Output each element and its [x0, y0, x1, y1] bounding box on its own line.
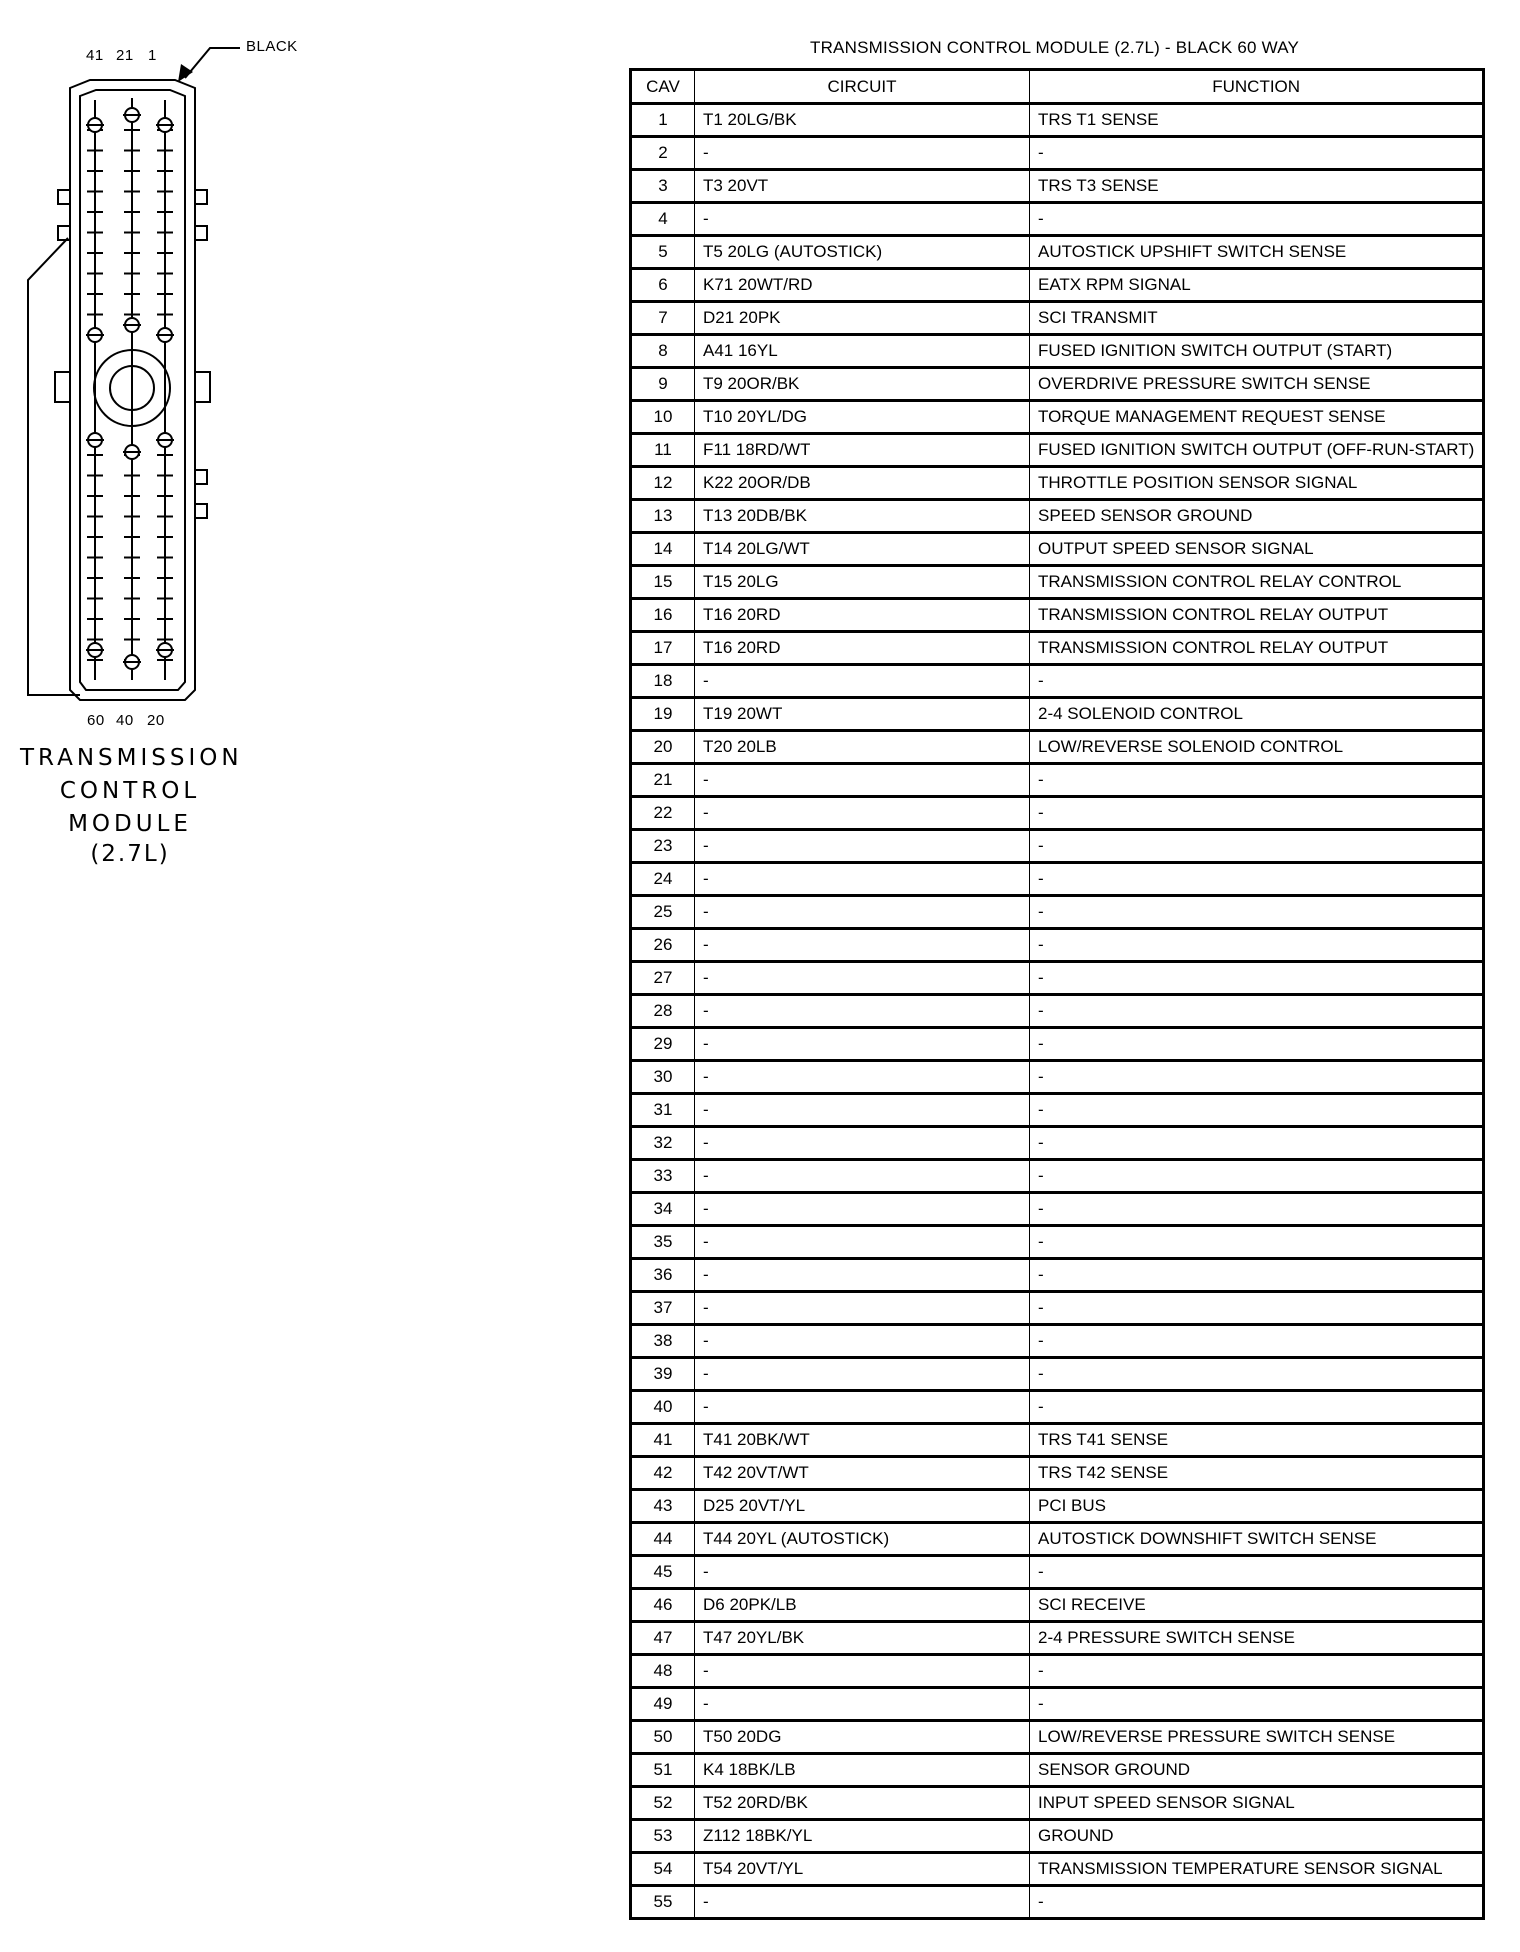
- cell-function: OVERDRIVE PRESSURE SWITCH SENSE: [1030, 368, 1484, 401]
- cell-cav: 42: [631, 1457, 695, 1490]
- cell-cav: 13: [631, 500, 695, 533]
- bottom-pin-label-20: 20: [147, 712, 165, 729]
- cell-function: SCI RECEIVE: [1030, 1589, 1484, 1622]
- cell-function: THROTTLE POSITION SENSOR SIGNAL: [1030, 467, 1484, 500]
- cell-function: TRANSMISSION CONTROL RELAY CONTROL: [1030, 566, 1484, 599]
- callout-arrowhead: [178, 64, 193, 82]
- cell-function: LOW/REVERSE SOLENOID CONTROL: [1030, 731, 1484, 764]
- cell-circuit: -: [695, 830, 1030, 863]
- cell-cav: 20: [631, 731, 695, 764]
- cell-cav: 24: [631, 863, 695, 896]
- cell-function: -: [1030, 203, 1484, 236]
- cell-circuit: -: [695, 1556, 1030, 1589]
- top-pin-label-41: 41: [86, 47, 104, 64]
- cell-function: AUTOSTICK DOWNSHIFT SWITCH SENSE: [1030, 1523, 1484, 1556]
- cell-function: 2-4 SOLENOID CONTROL: [1030, 698, 1484, 731]
- cell-circuit: T54 20VT/YL: [695, 1853, 1030, 1886]
- cell-cav: 19: [631, 698, 695, 731]
- bottom-pin-label-40: 40: [116, 712, 134, 729]
- cell-cav: 35: [631, 1226, 695, 1259]
- cell-cav: 36: [631, 1259, 695, 1292]
- table-row: [631, 1457, 1484, 1490]
- cell-circuit: Z112 18BK/YL: [695, 1820, 1030, 1853]
- cell-circuit: -: [695, 764, 1030, 797]
- latch-right-4: [195, 470, 207, 484]
- cell-cav: 38: [631, 1325, 695, 1358]
- cell-circuit: -: [695, 1160, 1030, 1193]
- cell-circuit: -: [695, 995, 1030, 1028]
- cell-circuit: T14 20LG/WT: [695, 533, 1030, 566]
- cell-function: TRS T41 SENSE: [1030, 1424, 1484, 1457]
- table-row: [631, 830, 1484, 863]
- cell-circuit: -: [695, 1358, 1030, 1391]
- table-row: [631, 1160, 1484, 1193]
- table-row: [631, 1325, 1484, 1358]
- cell-circuit: -: [695, 1094, 1030, 1127]
- cell-cav: 8: [631, 335, 695, 368]
- cell-circuit: K71 20WT/RD: [695, 269, 1030, 302]
- cell-cav: 48: [631, 1655, 695, 1688]
- cell-circuit: T42 20VT/WT: [695, 1457, 1030, 1490]
- table-row: [631, 533, 1484, 566]
- cell-circuit: -: [695, 1688, 1030, 1721]
- cell-circuit: -: [695, 1127, 1030, 1160]
- pin-table: [629, 68, 1485, 1920]
- cell-cav: 7: [631, 302, 695, 335]
- cell-circuit: -: [695, 1259, 1030, 1292]
- table-row: [631, 1424, 1484, 1457]
- cell-circuit: -: [695, 1061, 1030, 1094]
- cell-function: -: [1030, 896, 1484, 929]
- cell-function: -: [1030, 1556, 1484, 1589]
- cell-cav: 40: [631, 1391, 695, 1424]
- table-row: [631, 1886, 1484, 1919]
- table-row: [631, 863, 1484, 896]
- cell-function: PCI BUS: [1030, 1490, 1484, 1523]
- cell-circuit: T44 20YL (AUTOSTICK): [695, 1523, 1030, 1556]
- table-row: [631, 1853, 1484, 1886]
- cell-function: AUTOSTICK UPSHIFT SWITCH SENSE: [1030, 236, 1484, 269]
- cell-cav: 54: [631, 1853, 695, 1886]
- cell-cav: 11: [631, 434, 695, 467]
- cell-function: -: [1030, 797, 1484, 830]
- cell-circuit: T19 20WT: [695, 698, 1030, 731]
- table-row: [631, 1028, 1484, 1061]
- cell-cav: 14: [631, 533, 695, 566]
- cell-function: -: [1030, 1886, 1484, 1919]
- cell-circuit: -: [695, 137, 1030, 170]
- cell-cav: 12: [631, 467, 695, 500]
- cell-function: -: [1030, 1292, 1484, 1325]
- cell-cav: 44: [631, 1523, 695, 1556]
- cell-circuit: -: [695, 962, 1030, 995]
- cell-circuit: T15 20LG: [695, 566, 1030, 599]
- cell-circuit: -: [695, 1886, 1030, 1919]
- cell-cav: 17: [631, 632, 695, 665]
- table-row: [631, 1391, 1484, 1424]
- cell-circuit: -: [695, 1226, 1030, 1259]
- cell-circuit: D21 20PK: [695, 302, 1030, 335]
- cell-function: TRANSMISSION CONTROL RELAY OUTPUT: [1030, 599, 1484, 632]
- cell-cav: 22: [631, 797, 695, 830]
- cell-cav: 2: [631, 137, 695, 170]
- table-row: [631, 1490, 1484, 1523]
- table-row: [631, 1787, 1484, 1820]
- cell-function: TRS T42 SENSE: [1030, 1457, 1484, 1490]
- cell-circuit: -: [695, 929, 1030, 962]
- module-title-line-4: (2.7L): [90, 841, 170, 867]
- cell-function: -: [1030, 1325, 1484, 1358]
- cell-function: TRS T1 SENSE: [1030, 104, 1484, 137]
- table-row: [631, 170, 1484, 203]
- cell-cav: 47: [631, 1622, 695, 1655]
- cell-circuit: T41 20BK/WT: [695, 1424, 1030, 1457]
- callout-line: [185, 48, 240, 78]
- cell-circuit: T16 20RD: [695, 599, 1030, 632]
- cell-function: -: [1030, 1028, 1484, 1061]
- latch-right-5: [195, 504, 207, 518]
- cell-function: TRANSMISSION TEMPERATURE SENSOR SIGNAL: [1030, 1853, 1484, 1886]
- table-row: [631, 500, 1484, 533]
- cell-circuit: T1 20LG/BK: [695, 104, 1030, 137]
- table-row: [631, 731, 1484, 764]
- table-row: [631, 896, 1484, 929]
- cell-circuit: -: [695, 665, 1030, 698]
- cell-function: -: [1030, 863, 1484, 896]
- cell-function: -: [1030, 764, 1484, 797]
- table-title: TRANSMISSION CONTROL MODULE (2.7L) - BLACK 60 WAY: [810, 38, 1300, 57]
- table-row: [631, 962, 1484, 995]
- cell-cav: 39: [631, 1358, 695, 1391]
- cell-function: -: [1030, 1226, 1484, 1259]
- cell-cav: 15: [631, 566, 695, 599]
- cell-function: FUSED IGNITION SWITCH OUTPUT (OFF-RUN-START): [1030, 434, 1484, 467]
- table-row: [631, 1292, 1484, 1325]
- cell-circuit: -: [695, 1655, 1030, 1688]
- table-row: [631, 1127, 1484, 1160]
- cell-function: 2-4 PRESSURE SWITCH SENSE: [1030, 1622, 1484, 1655]
- cell-cav: 26: [631, 929, 695, 962]
- cell-cav: 30: [631, 1061, 695, 1094]
- cell-circuit: -: [695, 797, 1030, 830]
- cell-circuit: K22 20OR/DB: [695, 467, 1030, 500]
- top-pin-label-21: 21: [116, 47, 134, 64]
- module-title-line-1: TRANSMISSION: [20, 745, 243, 771]
- header-circuit: CIRCUIT: [695, 70, 1030, 104]
- table-row: [631, 599, 1484, 632]
- table-row: [631, 1226, 1484, 1259]
- module-title-line-3: MODULE: [68, 811, 192, 837]
- cell-cav: 46: [631, 1589, 695, 1622]
- header-function: FUNCTION: [1030, 70, 1484, 104]
- cell-circuit: T3 20VT: [695, 170, 1030, 203]
- cell-circuit: K4 18BK/LB: [695, 1754, 1030, 1787]
- cell-cav: 37: [631, 1292, 695, 1325]
- cell-function: -: [1030, 665, 1484, 698]
- table-row: [631, 335, 1484, 368]
- cell-function: -: [1030, 1160, 1484, 1193]
- cell-circuit: D6 20PK/LB: [695, 1589, 1030, 1622]
- cell-cav: 25: [631, 896, 695, 929]
- table-row: [631, 797, 1484, 830]
- cell-circuit: T5 20LG (AUTOSTICK): [695, 236, 1030, 269]
- table-row: [631, 236, 1484, 269]
- table-row: [631, 764, 1484, 797]
- cell-function: OUTPUT SPEED SENSOR SIGNAL: [1030, 533, 1484, 566]
- table-row: [631, 203, 1484, 236]
- table-row: [631, 1754, 1484, 1787]
- cell-cav: 3: [631, 170, 695, 203]
- cell-cav: 31: [631, 1094, 695, 1127]
- cell-function: SPEED SENSOR GROUND: [1030, 500, 1484, 533]
- latch-left-2: [58, 226, 70, 240]
- cell-function: -: [1030, 1061, 1484, 1094]
- cell-circuit: T50 20DG: [695, 1721, 1030, 1754]
- cell-function: LOW/REVERSE PRESSURE SWITCH SENSE: [1030, 1721, 1484, 1754]
- table-row: [631, 665, 1484, 698]
- cell-circuit: -: [695, 1028, 1030, 1061]
- latch-right-3: [195, 372, 210, 402]
- top-pin-label-1: 1: [148, 47, 157, 64]
- table-row: [631, 1358, 1484, 1391]
- leader-line: [28, 238, 80, 695]
- cell-circuit: D25 20VT/YL: [695, 1490, 1030, 1523]
- cell-function: INPUT SPEED SENSOR SIGNAL: [1030, 1787, 1484, 1820]
- connector-diagram: [0, 0, 300, 720]
- cell-cav: 43: [631, 1490, 695, 1523]
- cell-function: -: [1030, 1391, 1484, 1424]
- cell-circuit: -: [695, 896, 1030, 929]
- cell-cav: 5: [631, 236, 695, 269]
- cell-cav: 49: [631, 1688, 695, 1721]
- table-row: [631, 401, 1484, 434]
- table-row: [631, 1589, 1484, 1622]
- table-row: [631, 1523, 1484, 1556]
- header-cav: CAV: [631, 70, 695, 104]
- bottom-pin-label-60: 60: [87, 712, 105, 729]
- latch-left-3: [55, 372, 70, 402]
- table-row: [631, 1259, 1484, 1292]
- latch-left-1: [58, 190, 70, 204]
- table-header-row: [631, 70, 1484, 104]
- table-row: [631, 698, 1484, 731]
- cell-function: -: [1030, 830, 1484, 863]
- table-row: [631, 467, 1484, 500]
- cell-cav: 53: [631, 1820, 695, 1853]
- cell-circuit: -: [695, 1193, 1030, 1226]
- table-row: [631, 929, 1484, 962]
- table-row: [631, 269, 1484, 302]
- table-row: [631, 1655, 1484, 1688]
- table-row: [631, 434, 1484, 467]
- cell-cav: 55: [631, 1886, 695, 1919]
- cell-circuit: T47 20YL/BK: [695, 1622, 1030, 1655]
- cell-function: -: [1030, 137, 1484, 170]
- table-row: [631, 1820, 1484, 1853]
- cell-cav: 27: [631, 962, 695, 995]
- cell-cav: 9: [631, 368, 695, 401]
- table-row: [631, 1094, 1484, 1127]
- cell-circuit: T10 20YL/DG: [695, 401, 1030, 434]
- color-callout-label: BLACK: [246, 38, 298, 55]
- cell-function: GROUND: [1030, 1820, 1484, 1853]
- cell-function: -: [1030, 1193, 1484, 1226]
- cell-function: -: [1030, 1358, 1484, 1391]
- cell-function: -: [1030, 1655, 1484, 1688]
- cell-cav: 34: [631, 1193, 695, 1226]
- cell-circuit: A41 16YL: [695, 335, 1030, 368]
- cell-function: -: [1030, 995, 1484, 1028]
- table-row: [631, 1688, 1484, 1721]
- cell-function: SCI TRANSMIT: [1030, 302, 1484, 335]
- cell-cav: 45: [631, 1556, 695, 1589]
- cell-cav: 33: [631, 1160, 695, 1193]
- table-row: [631, 566, 1484, 599]
- table-row: [631, 995, 1484, 1028]
- cell-cav: 18: [631, 665, 695, 698]
- cell-function: TORQUE MANAGEMENT REQUEST SENSE: [1030, 401, 1484, 434]
- cell-circuit: T52 20RD/BK: [695, 1787, 1030, 1820]
- table-row: [631, 302, 1484, 335]
- table-row: [631, 1193, 1484, 1226]
- cell-circuit: T9 20OR/BK: [695, 368, 1030, 401]
- cell-function: -: [1030, 1688, 1484, 1721]
- cell-cav: 29: [631, 1028, 695, 1061]
- table-row: [631, 1556, 1484, 1589]
- cell-cav: 6: [631, 269, 695, 302]
- cell-function: -: [1030, 929, 1484, 962]
- table-row: [631, 1622, 1484, 1655]
- cell-circuit: -: [695, 1292, 1030, 1325]
- cell-function: TRANSMISSION CONTROL RELAY OUTPUT: [1030, 632, 1484, 665]
- cell-function: EATX RPM SIGNAL: [1030, 269, 1484, 302]
- cell-cav: 28: [631, 995, 695, 1028]
- cell-circuit: -: [695, 863, 1030, 896]
- cell-cav: 16: [631, 599, 695, 632]
- latch-right-1: [195, 190, 207, 204]
- cell-function: SENSOR GROUND: [1030, 1754, 1484, 1787]
- cell-cav: 23: [631, 830, 695, 863]
- cell-function: TRS T3 SENSE: [1030, 170, 1484, 203]
- cell-function: -: [1030, 1127, 1484, 1160]
- cell-cav: 41: [631, 1424, 695, 1457]
- cell-cav: 1: [631, 104, 695, 137]
- cell-circuit: T16 20RD: [695, 632, 1030, 665]
- cell-circuit: F11 18RD/WT: [695, 434, 1030, 467]
- cell-circuit: -: [695, 203, 1030, 236]
- cell-circuit: T20 20LB: [695, 731, 1030, 764]
- cell-cav: 52: [631, 1787, 695, 1820]
- cell-cav: 21: [631, 764, 695, 797]
- cell-function: -: [1030, 962, 1484, 995]
- table-row: [631, 1721, 1484, 1754]
- table-row: [631, 1061, 1484, 1094]
- cell-function: -: [1030, 1259, 1484, 1292]
- cell-cav: 51: [631, 1754, 695, 1787]
- table-row: [631, 632, 1484, 665]
- module-title-line-2: CONTROL: [59, 778, 201, 804]
- cell-function: -: [1030, 1094, 1484, 1127]
- cell-cav: 50: [631, 1721, 695, 1754]
- cell-circuit: T13 20DB/BK: [695, 500, 1030, 533]
- table-row: [631, 137, 1484, 170]
- table-row: [631, 368, 1484, 401]
- cell-circuit: -: [695, 1391, 1030, 1424]
- cell-function: FUSED IGNITION SWITCH OUTPUT (START): [1030, 335, 1484, 368]
- cell-cav: 4: [631, 203, 695, 236]
- cell-cav: 10: [631, 401, 695, 434]
- cell-circuit: -: [695, 1325, 1030, 1358]
- cell-cav: 32: [631, 1127, 695, 1160]
- latch-right-2: [195, 226, 207, 240]
- table-row: [631, 104, 1484, 137]
